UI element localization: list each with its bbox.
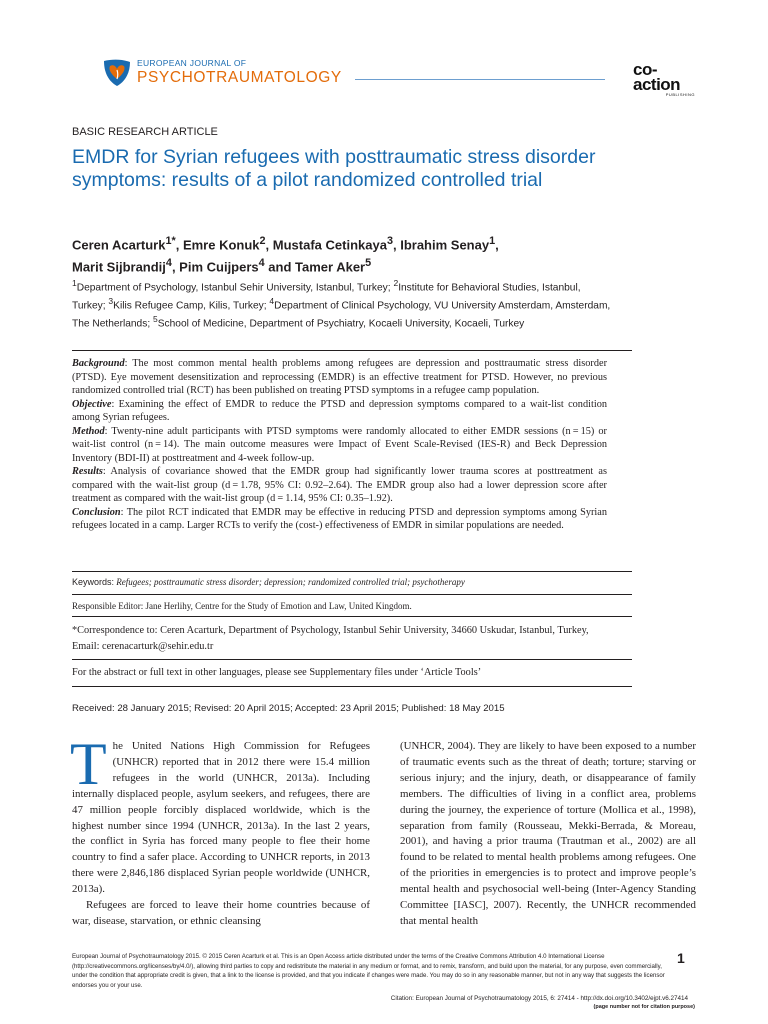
citation-line: Citation: European Journal of Psychotraumatology 2015, 6: 27414 - http://dx.doi.org/10.3402/ejpt.v6.27414 <box>390 995 688 1002</box>
license-footer: European Journal of Psychotraumatology 2015. © 2015 Ceren Acarturk et al. This is an Open Access article distributed under the terms of the Creative Commons Attribution 4.0 International License (http://creativecommons.org/licenses/by/4.0/), allowing third parties to copy and redistribute the material in any medium or format, and to remix, transform, and build upon the material, for any purpose, even commercially, under the condition that appropriate credit is given, that a link to the license is provided, and that you indicate if changes were made. You may do so in any reasonable manner, but not in any way that suggests the licensor endorses you or your use. <box>72 953 665 989</box>
keywords-text: Refugees; posttraumatic stress disorder; depression; randomized controlled trial; psychotherapy <box>116 577 465 587</box>
abstract-label: Conclusion <box>72 506 121 518</box>
author-name: Pim Cuijpers <box>179 259 259 275</box>
publisher-logo-line2: action <box>633 75 681 94</box>
supplementary-note: For the abstract or full text in other languages, please see Supplementary files under ‘Article Tools’ <box>72 667 482 678</box>
abstract-text: : The pilot RCT indicated that EMDR may be effective in reducing PTSD and depression symptoms among Syrian refugees located in a camp. Larger RCTs to verify the (cost-) effectiveness of EMDR in similar populations are needed. <box>72 506 607 531</box>
publisher-logo-small: PUBLISHING <box>665 92 695 97</box>
author-name: Mustafa Cetinkaya <box>272 237 387 253</box>
body-column-right <box>400 739 696 930</box>
abstract-text: : Examining the effect of EMDR to reduce the PTSD and depression symptoms compared to a wait-list condition among Syrian refugees. <box>72 398 607 423</box>
affil-sup: 3 <box>108 295 114 306</box>
journal-logo-icon <box>100 58 134 88</box>
responsible-editor: Responsible Editor: Jane Herlihy, Centre for the Study of Emotion and Law, United Kingdom. <box>72 601 412 611</box>
publisher-logo <box>633 62 695 98</box>
author-sup: 3 <box>386 235 393 247</box>
affil-text: Department of Clinical Psychology, VU University Amsterdam, Amsterdam, The Netherlands; <box>72 300 611 330</box>
article-title: EMDR for Syrian refugees with posttraumatic stress disorder symptoms: results of a pilot randomized controlled trial <box>72 146 596 191</box>
journal-name-small: EUROPEAN JOURNAL OF <box>137 58 247 68</box>
author-sup: 4 <box>165 257 172 270</box>
abstract <box>72 357 607 533</box>
page-number-note: (page number not for citation purpose) <box>593 1004 695 1010</box>
editor-rule <box>72 616 632 617</box>
body-paragraph <box>72 898 370 930</box>
abstract-label: Objective <box>72 398 112 410</box>
publisher-logo-line1: co- <box>633 60 657 79</box>
author-sup: 1 <box>489 235 496 247</box>
body-column-left <box>70 731 370 930</box>
abstract-label: Background <box>72 358 125 369</box>
body-text: he United Nations High Commission for Refugees (UNHCR) reported that in 2012 there were 15.4 million refugees in the world (UNHCR, 2013a). Including internally displaced people, asylum seekers, and refugees, there are 47 million people forcibly displaced worldwide, which is the highest number since 1994 (UNHCR, 2013a). In the last 2 years, the conflict in Syria has forced many people to flee their home country to find a safer place. According to UNHCR reports, in 2013 there were 2,846,186 displaced Syrian people worldwide (UNHCR, 2013a). <box>72 740 370 896</box>
author-name: Ceren Acarturk <box>72 237 166 253</box>
body-text: Refugees are forced to leave their home countries because of war, disease, starvation, or ethnic cleansing <box>72 899 370 927</box>
abstract-background <box>72 357 607 398</box>
abstract-bottom-rule <box>72 571 632 572</box>
abstract-objective <box>72 398 607 425</box>
page-number: 1 <box>677 950 685 966</box>
author-name: Tamer Aker <box>295 259 366 275</box>
abstract-conclusion <box>72 506 607 533</box>
author-sup: 2 <box>259 235 266 247</box>
correspondence: *Correspondence to: Ceren Acarturk, Department of Psychology, Istanbul Sehir University, 34660 Uskudar, Istanbul, Turkey, Email: cerenacarturk@sehir.edu.tr <box>72 625 589 652</box>
article-type: BASIC RESEARCH ARTICLE <box>72 126 218 138</box>
affil-text: Department of Psychology, Istanbul Sehir University, Istanbul, Turkey; <box>76 282 394 294</box>
header-rule <box>355 79 605 80</box>
abstract-results <box>72 465 607 506</box>
body-paragraph <box>70 731 370 898</box>
keywords-rule <box>72 594 632 595</box>
affil-sup: 1 <box>72 278 77 288</box>
author-name: Ibrahim Senay <box>400 237 490 253</box>
abstract-text: : Twenty-nine adult participants with PTSD symptoms were randomly allocated to either EMDR sessions (n = 15) or wait-list control (n = 14). The main outcome measures were Impact of Event Scale-Revised (IES-R) and Beck Depression Inventory (BDI-II) at posttreatment and 4-week follow-up. <box>72 425 607 464</box>
affil-sup: 2 <box>393 278 399 288</box>
supplementary-rule <box>72 686 632 687</box>
abstract-label: Method <box>72 425 105 437</box>
journal-name-large: PSYCHOTRAUMATOLOGY <box>137 69 342 86</box>
affil-text: School of Medicine, Department of Psychiatry, Kocaeli University, Kocaeli, Turkey <box>157 318 525 330</box>
author-sup: 1* <box>165 235 176 247</box>
abstract-text: : Analysis of covariance showed that the EMDR group had significantly lower trauma scores at posttreatment as compared with the wait-list group (d = 1.78, 95% CI: 0.92–2.64). The EMDR group also had a lower depression score after treatment as compared with the wait-list group (d = 1.14, 95% CI: 0.35–1.92). <box>72 466 607 504</box>
body-text: (UNHCR, 2004). They are likely to have been exposed to a number of traumatic events such as the threat of death; torture; starving or serious injury; and the injury, death, or disappearance of family members. The difficulties of living in a conflict area, problems during the journey, the experience of torture (Mollica et al., 1998), separation from family (Rousseau, Mekki-Berrada, & Moreau, 2001), and having a prior trauma (Trautman et al., 2002) are all found to be related to mental health problems among refugees. One of the priorities in emergencies is to protect and improve people’s mental health and psychosocial well-being (Inter-Agency Standing Committee [IASC], 2007). Recently, the UNHCR recommended that mental health <box>400 740 696 927</box>
keywords <box>72 576 612 588</box>
body-paragraph <box>400 739 696 930</box>
abstract-method <box>72 425 607 466</box>
affil-text: Kilis Refugee Camp, Kilis, Turkey; <box>113 300 270 312</box>
author-name: Marit Sijbrandij <box>72 259 166 275</box>
author-sup: 5 <box>365 257 372 270</box>
affil-sup: 4 <box>269 295 275 306</box>
author-name: Emre Konuk <box>182 237 260 253</box>
drop-cap: T <box>70 731 107 797</box>
affil-text: Institute for Behavioral Studies, Istanbul, Turkey; <box>72 282 581 312</box>
correspondence-rule <box>72 659 632 660</box>
abstract-text: : The most common mental health problems among refugees are depression and posttraumatic stress disorder (PTSD). Eye movement desensitization and reprocessing (EMDR) is an effective treatment for PTSD. However, no previous randomized controlled trial (RCT) has been published on treating PTSD symptoms in a refugee camp population. <box>72 358 607 396</box>
abstract-top-rule <box>72 350 632 351</box>
abstract-label: Results <box>72 466 103 477</box>
affil-sup: 5 <box>152 313 158 324</box>
affiliations <box>72 277 612 331</box>
received-dates: Received: 28 January 2015; Revised: 20 April 2015; Accepted: 23 April 2015; Published: 18 May 2015 <box>72 703 505 714</box>
author-sup: 4 <box>258 257 265 270</box>
author-list: Ceren Acarturk$^{1*}$, Emre Konuk$^2$, Mustafa Cetinkaya$^3$, Ibrahim Senay$^1$, Marit Sijbrandij$^4$, Pim Cuijpers$^4$ and Tamer Aker$^5$ <box>72 235 499 275</box>
keywords-label: Keywords: <box>72 577 115 587</box>
